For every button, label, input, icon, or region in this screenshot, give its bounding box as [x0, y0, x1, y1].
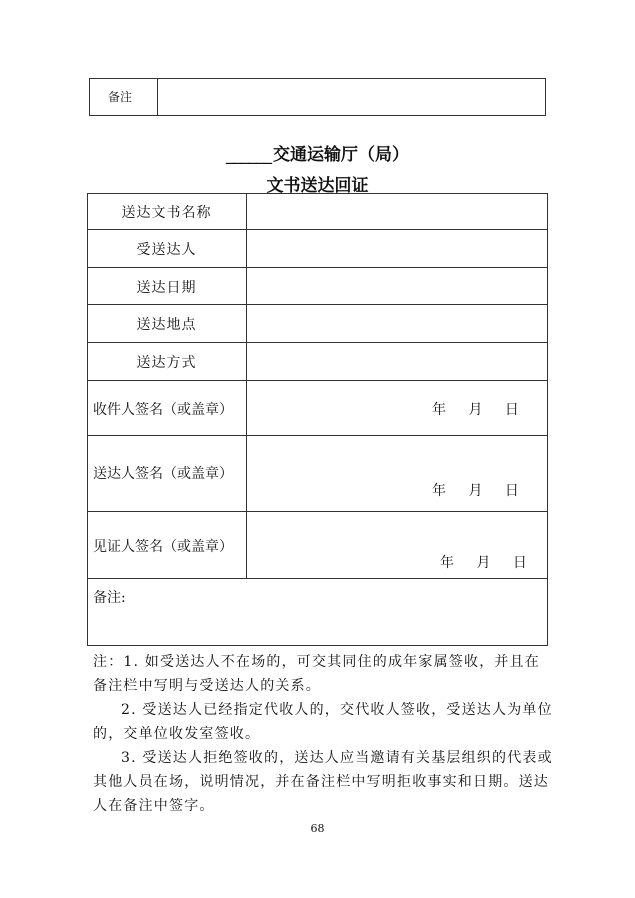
- witness-date: 年 月 日: [440, 555, 527, 571]
- recipient-field[interactable]: [247, 230, 547, 267]
- note-3: 3. 受送达人拒绝签收的，送达人应当邀请有关基层组织的代表或其他人员在场，说明情况，并在备注栏中写明拒收事实和日期。送达人在备注中签字。: [93, 750, 553, 814]
- note-1: 注：1. 如受送达人不在场的，可交其同住的成年家属签收，并且在备注栏中写明与受送达人的关系。: [93, 654, 541, 694]
- delivery-place-label: 送达地点: [136, 317, 197, 333]
- receiver-date: 年 月 日: [432, 402, 519, 418]
- delivery-date-field[interactable]: [247, 268, 547, 304]
- row-divider: [87, 511, 548, 512]
- top-remarks-label: 备注: [108, 90, 133, 104]
- note-2: 2. 受送达人已经指定代收人的，交代收人签收，受送达人为单位的，交单位收发室签收。: [93, 702, 553, 742]
- receiver-signature-label: 收件人签名（或盖章）: [93, 402, 233, 418]
- divider: [157, 78, 158, 116]
- recipient-label: 受送达人: [136, 242, 197, 258]
- document-name-label: 送达文书名称: [121, 205, 212, 221]
- form-remarks-label: 备注:: [93, 590, 126, 606]
- delivery-date-label: 送达日期: [136, 280, 197, 296]
- deliverer-date: 年 月 日: [432, 483, 519, 499]
- row-divider: [87, 380, 548, 381]
- deliverer-signature-label: 送达人签名（或盖章）: [93, 466, 233, 482]
- row-divider: [87, 435, 548, 436]
- row-divider: [87, 578, 548, 579]
- document-name-field[interactable]: [247, 194, 547, 229]
- form-subtitle: 文书送达回证: [266, 176, 369, 196]
- delivery-place-field[interactable]: [247, 305, 547, 342]
- delivery-method-label: 送达方式: [136, 355, 197, 371]
- agency-title: 交通运输厅（局）: [273, 145, 409, 165]
- page-title: [0, 140, 635, 165]
- witness-signature-label: 见证人签名（或盖章）: [93, 539, 233, 555]
- agency-blank[interactable]: ______: [226, 145, 271, 165]
- delivery-method-field[interactable]: [247, 343, 547, 380]
- page-number: 68: [310, 822, 325, 835]
